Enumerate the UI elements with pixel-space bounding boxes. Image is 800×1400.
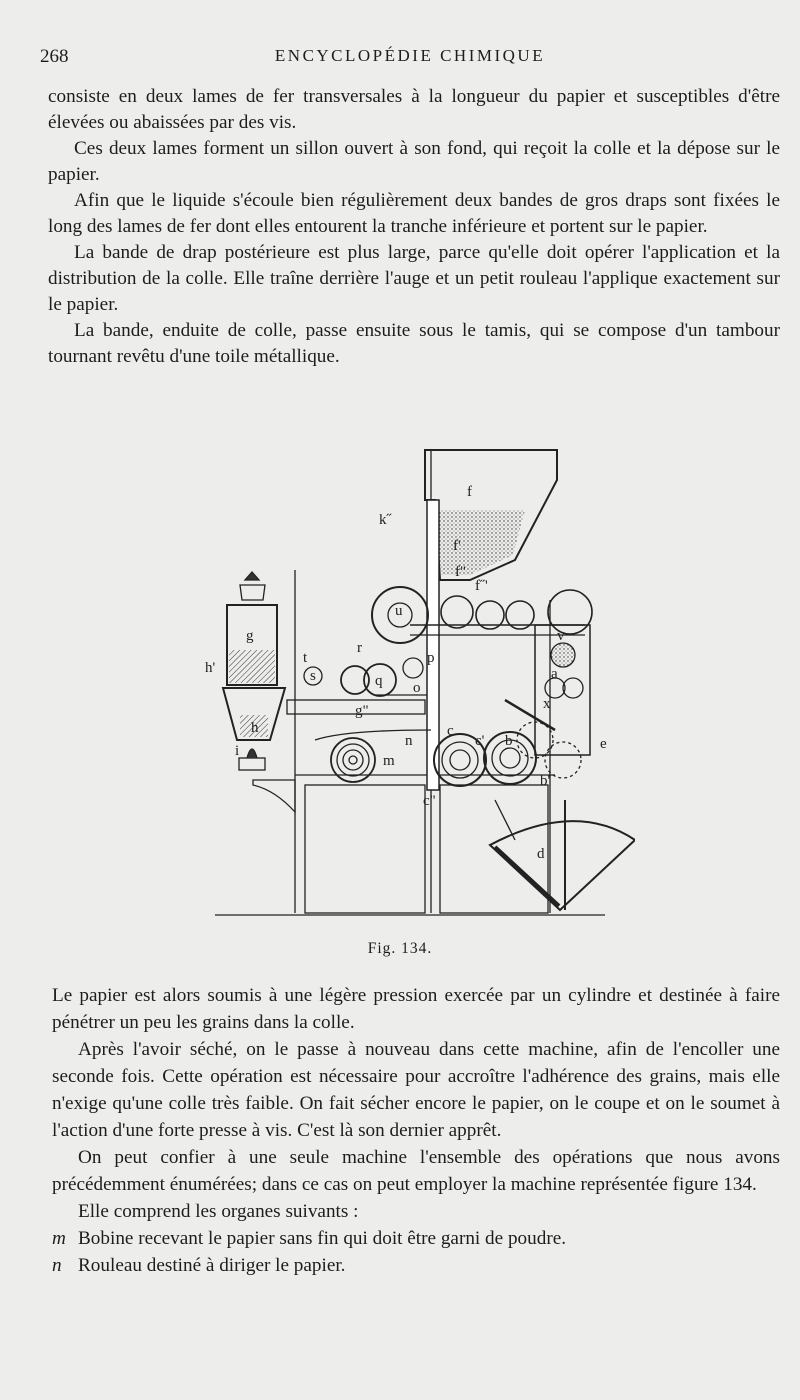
paragraph: Ces deux lames forment un sillon ouvert à son fond, qui reçoit la colle et la dépose sur le papier. xyxy=(48,138,780,185)
brush-v xyxy=(551,643,575,667)
label-p: p xyxy=(427,650,435,666)
label-f-prime: f' xyxy=(453,538,461,554)
label-t: t xyxy=(303,650,308,666)
page-number: 268 xyxy=(40,46,69,67)
hopper-powder xyxy=(435,510,525,575)
label-a: a xyxy=(551,666,558,682)
label-x: x xyxy=(543,696,551,712)
label-c-double: c" xyxy=(423,793,436,809)
label-k: k˝ xyxy=(379,512,392,528)
page-header xyxy=(40,46,780,74)
label-h-prime: h' xyxy=(205,660,216,676)
label-m: m xyxy=(383,753,395,769)
legend-item-n xyxy=(52,1252,780,1279)
label-h: h xyxy=(251,720,259,736)
paragraph: La bande de drap postérieure est plus large, parce qu'elle doit opérer l'application et la distribution de la colle. Elle traîne derrière l'auge et un petit rouleau l'applique exactement sur le papier. xyxy=(48,242,780,315)
paragraph: On peut confier à une seule machine l'ensemble des opérations que nous avons précédemment énumérées; dans ce cas on peut employer la machine représentée figure 134. xyxy=(52,1147,780,1195)
machine-engraving-figure xyxy=(195,440,635,930)
label-s: s xyxy=(310,668,316,684)
label-f-double: f" xyxy=(455,564,467,580)
label-f-triple: f˝' xyxy=(475,578,488,594)
paragraph: Le papier est alors soumis à une légère pression exercée par un cylindre et destinée à faire pénétrer un peu les grains dans la colle. xyxy=(52,985,780,1033)
paragraph: consiste en deux lames de fer transversales à la longueur du papier et susceptibles d'être élevées ou abaissées par des vis. xyxy=(48,86,780,133)
base-cabinet-left xyxy=(305,785,425,913)
label-n: n xyxy=(405,733,413,749)
label-d: d xyxy=(537,846,545,862)
label-c: c xyxy=(447,723,454,739)
label-v: v xyxy=(557,628,565,644)
label-i: i xyxy=(235,743,240,759)
legend-text: Rouleau destiné à diriger le papier. xyxy=(78,1255,346,1276)
label-f: f xyxy=(467,484,472,500)
top-text-block xyxy=(48,84,780,370)
label-r: r xyxy=(357,640,362,656)
label-b-prime: b' xyxy=(540,773,551,789)
label-o: o xyxy=(413,680,421,696)
paragraph: La bande, enduite de colle, passe ensuite sous le tamis, qui se compose d'un tambour tournant revêtu d'une toile métallique. xyxy=(48,320,780,367)
figure-caption: Fig. 134. xyxy=(367,940,433,957)
legend-letter: m xyxy=(52,1228,66,1249)
paragraph: Après l'avoir séché, on le passe à nouveau dans cette machine, afin de l'encoller une seconde fois. Cette opération est nécessaire pour accroître l'adhérence des grains, mais elle n'exige qu'une colle très faible. On fait sécher encore le papier, on le coupe et on le soumet à l'action d'une forte presse à vis. C'est là son dernier apprêt. xyxy=(52,1039,780,1141)
label-b: b xyxy=(505,733,513,749)
top-gear-train xyxy=(441,590,592,634)
running-title: ENCYCLOPÉDIE CHIMIQUE xyxy=(274,46,546,65)
label-u: u xyxy=(395,603,403,619)
paragraph: Elle comprend les organes suivants : xyxy=(78,1201,359,1222)
legend-item-m xyxy=(52,1225,780,1252)
legend-letter: n xyxy=(52,1255,62,1276)
label-e: e xyxy=(600,736,607,752)
bottom-text-block xyxy=(52,982,780,1279)
tank-cap xyxy=(240,585,265,600)
label-q: q xyxy=(375,673,383,689)
machine-illustration xyxy=(195,440,635,930)
label-c-prime: c' xyxy=(475,733,485,749)
legend-text: Bobine recevant le papier sans fin qui doit être garni de poudre. xyxy=(78,1228,567,1249)
label-g-double: g" xyxy=(355,703,369,719)
paragraph: Afin que le liquide s'écoule bien régulièrement deux bandes de gros draps sont fixées le long des lames de fer dont elles entourent la tranche inférieure et portent sur le papier. xyxy=(48,190,780,237)
label-g: g xyxy=(246,628,254,644)
